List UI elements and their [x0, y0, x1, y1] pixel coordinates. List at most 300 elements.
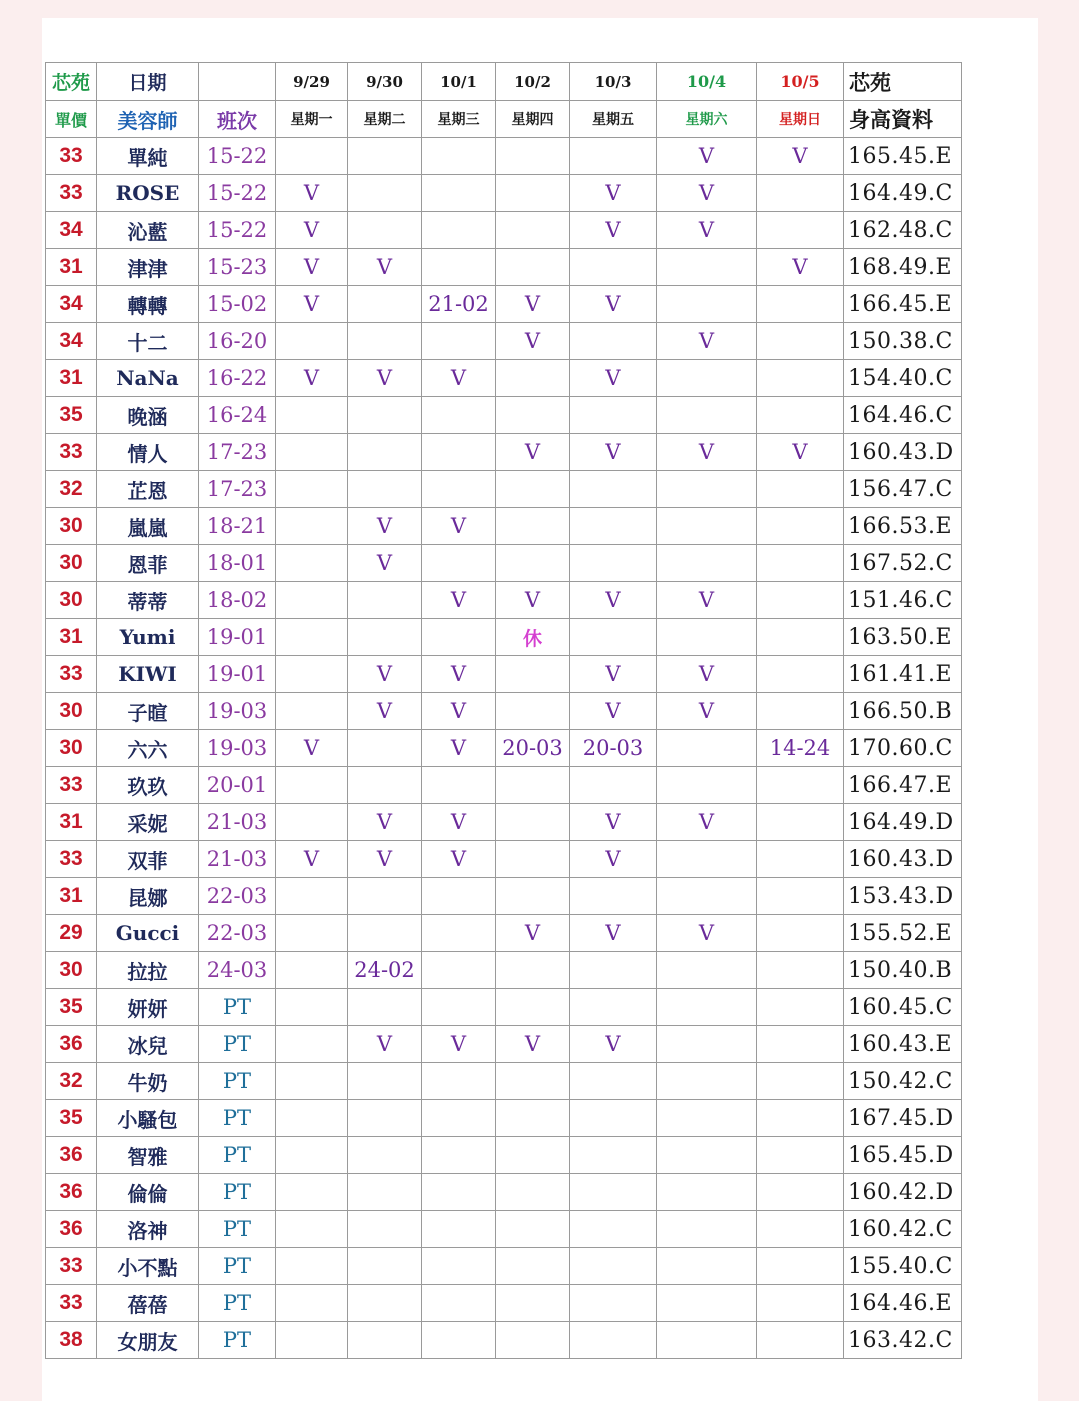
day-cell	[757, 767, 844, 804]
day-cell	[757, 1174, 844, 1211]
stylist-name-cell: 十二	[97, 323, 199, 360]
body-data-cell: 166.47.E	[844, 767, 962, 804]
shift-cell: 15-23	[199, 249, 276, 286]
table-row	[46, 804, 962, 841]
table-row	[46, 360, 962, 397]
table-row	[46, 397, 962, 434]
day-cell	[348, 989, 422, 1026]
day-cell: V	[496, 915, 570, 952]
day-cell	[757, 1026, 844, 1063]
day-cell	[348, 730, 422, 767]
day-cell	[496, 952, 570, 989]
date-cell: 10/3	[570, 63, 657, 101]
day-cell: V	[422, 730, 496, 767]
day-cell	[757, 1285, 844, 1322]
day-cell	[757, 1248, 844, 1285]
weekday-cell: 星期四	[496, 101, 570, 138]
day-cell	[276, 508, 348, 545]
stylist-name-cell: 洛神	[97, 1211, 199, 1248]
day-cell	[570, 989, 657, 1026]
body-data-cell: 166.50.B	[844, 693, 962, 730]
day-cell	[496, 989, 570, 1026]
shift-cell: 22-03	[199, 915, 276, 952]
table-row	[46, 1026, 962, 1063]
unit-price-cell: 30	[46, 582, 97, 619]
stylist-name-cell: 妍妍	[97, 989, 199, 1026]
day-cell	[348, 915, 422, 952]
day-cell	[570, 1174, 657, 1211]
unit-price-cell: 31	[46, 249, 97, 286]
unit-price-cell: 30	[46, 508, 97, 545]
day-cell	[496, 1322, 570, 1359]
day-cell	[422, 323, 496, 360]
day-cell: V	[657, 656, 757, 693]
day-cell: V	[757, 434, 844, 471]
unit-price-cell: 34	[46, 286, 97, 323]
date-cell: 9/29	[276, 63, 348, 101]
table-row	[46, 1100, 962, 1137]
day-cell	[757, 952, 844, 989]
schedule-table	[45, 62, 962, 1359]
day-cell	[657, 1137, 757, 1174]
date-cell: 10/1	[422, 63, 496, 101]
table-row	[46, 471, 962, 508]
day-cell	[657, 471, 757, 508]
table-row	[46, 878, 962, 915]
body-data-cell: 156.47.C	[844, 471, 962, 508]
day-cell	[276, 471, 348, 508]
day-cell	[657, 508, 757, 545]
body-data-cell: 165.45.E	[844, 138, 962, 175]
shift-cell: PT	[199, 1026, 276, 1063]
stylist-name-cell: 沁藍	[97, 212, 199, 249]
body-data-cell: 164.49.D	[844, 804, 962, 841]
day-cell	[657, 989, 757, 1026]
body-data-cell: 160.43.D	[844, 434, 962, 471]
day-cell: V	[657, 915, 757, 952]
stylist-name-cell: 晚涵	[97, 397, 199, 434]
day-cell	[657, 730, 757, 767]
day-cell: V	[496, 582, 570, 619]
stylist-name-cell: 拉拉	[97, 952, 199, 989]
unit-price-cell: 30	[46, 730, 97, 767]
day-cell: V	[348, 508, 422, 545]
day-cell	[276, 989, 348, 1026]
body-data-cell: 166.45.E	[844, 286, 962, 323]
day-cell: V	[348, 656, 422, 693]
table-row	[46, 1174, 962, 1211]
day-cell: V	[348, 804, 422, 841]
unit-price-cell: 31	[46, 360, 97, 397]
body-data-cell: 155.40.C	[844, 1248, 962, 1285]
weekday-cell: 星期一	[276, 101, 348, 138]
table-row	[46, 323, 962, 360]
day-cell: 20-03	[496, 730, 570, 767]
day-cell	[496, 1137, 570, 1174]
stylist-name-cell: 蒂蒂	[97, 582, 199, 619]
weekday-cell-sunday: 星期日	[757, 101, 844, 138]
day-cell	[496, 1285, 570, 1322]
day-cell	[496, 656, 570, 693]
day-cell	[422, 545, 496, 582]
day-cell	[757, 1100, 844, 1137]
shift-cell: 18-01	[199, 545, 276, 582]
body-data-label: 身高資料	[844, 101, 962, 138]
table-row	[46, 767, 962, 804]
day-cell	[570, 619, 657, 656]
header-row-labels	[46, 101, 962, 138]
day-cell	[757, 212, 844, 249]
unit-price-cell: 34	[46, 212, 97, 249]
day-cell	[422, 397, 496, 434]
day-cell	[276, 138, 348, 175]
day-cell: V	[276, 730, 348, 767]
shift-cell: PT	[199, 1174, 276, 1211]
day-cell	[348, 138, 422, 175]
shift-label: 班次	[199, 101, 276, 138]
day-cell	[757, 693, 844, 730]
day-cell	[496, 360, 570, 397]
day-cell	[757, 1063, 844, 1100]
unit-price-cell: 33	[46, 1248, 97, 1285]
day-cell	[276, 915, 348, 952]
day-cell	[496, 138, 570, 175]
body-data-cell: 168.49.E	[844, 249, 962, 286]
day-cell	[348, 878, 422, 915]
day-cell	[276, 693, 348, 730]
day-cell	[570, 397, 657, 434]
day-cell	[348, 1063, 422, 1100]
day-cell	[570, 249, 657, 286]
table-row	[46, 915, 962, 952]
shift-cell: 21-03	[199, 804, 276, 841]
shift-cell: 15-02	[199, 286, 276, 323]
day-cell	[757, 545, 844, 582]
unit-price-cell: 38	[46, 1322, 97, 1359]
unit-price-label: 單價	[46, 101, 97, 138]
stylist-name-cell: 轉轉	[97, 286, 199, 323]
body-data-cell: 160.43.E	[844, 1026, 962, 1063]
body-data-cell: 150.40.B	[844, 952, 962, 989]
day-cell	[348, 767, 422, 804]
day-cell: V	[657, 434, 757, 471]
header-row-dates	[46, 63, 962, 101]
stylist-label: 美容師	[97, 101, 199, 138]
day-cell	[657, 545, 757, 582]
stylist-name-cell: 津津	[97, 249, 199, 286]
unit-price-cell: 31	[46, 804, 97, 841]
unit-price-cell: 35	[46, 1100, 97, 1137]
unit-price-cell: 35	[46, 989, 97, 1026]
day-cell: V	[570, 804, 657, 841]
day-cell	[657, 360, 757, 397]
day-cell	[657, 1285, 757, 1322]
day-cell	[570, 138, 657, 175]
brand-right-cell: 芯苑	[844, 63, 962, 101]
day-cell	[757, 175, 844, 212]
day-cell	[657, 249, 757, 286]
day-cell	[757, 619, 844, 656]
weekday-cell-saturday: 星期六	[657, 101, 757, 138]
body-data-cell: 160.45.C	[844, 989, 962, 1026]
stylist-name-cell: 單純	[97, 138, 199, 175]
shift-cell: 19-03	[199, 730, 276, 767]
stylist-name-cell: 昆娜	[97, 878, 199, 915]
body-data-cell: 160.43.D	[844, 841, 962, 878]
day-cell: V	[422, 1026, 496, 1063]
day-cell	[276, 323, 348, 360]
unit-price-cell: 36	[46, 1026, 97, 1063]
unit-price-cell: 32	[46, 471, 97, 508]
day-cell	[276, 952, 348, 989]
day-cell: V	[570, 693, 657, 730]
unit-price-cell: 36	[46, 1211, 97, 1248]
day-cell	[276, 1174, 348, 1211]
day-cell: V	[348, 249, 422, 286]
day-cell	[348, 1211, 422, 1248]
day-cell	[348, 175, 422, 212]
day-cell	[496, 471, 570, 508]
day-cell: V	[657, 175, 757, 212]
day-cell	[496, 841, 570, 878]
day-cell	[757, 323, 844, 360]
stylist-name-cell: 小不點	[97, 1248, 199, 1285]
shift-cell: 17-23	[199, 434, 276, 471]
table-row	[46, 1285, 962, 1322]
day-cell	[657, 767, 757, 804]
day-cell: V	[570, 1026, 657, 1063]
table-row	[46, 1137, 962, 1174]
day-cell	[422, 1063, 496, 1100]
shift-cell: 17-23	[199, 471, 276, 508]
table-row	[46, 508, 962, 545]
unit-price-cell: 29	[46, 915, 97, 952]
day-cell	[276, 582, 348, 619]
stylist-name-cell: 智雅	[97, 1137, 199, 1174]
day-cell	[570, 1063, 657, 1100]
day-cell: V	[570, 286, 657, 323]
day-cell	[570, 1100, 657, 1137]
body-data-cell: 163.42.C	[844, 1322, 962, 1359]
day-cell	[422, 1174, 496, 1211]
body-data-cell: 153.43.D	[844, 878, 962, 915]
day-cell: V	[657, 693, 757, 730]
day-cell	[570, 545, 657, 582]
table-row	[46, 212, 962, 249]
day-cell	[422, 434, 496, 471]
weekday-cell: 星期三	[422, 101, 496, 138]
day-cell: V	[422, 804, 496, 841]
day-cell: V	[496, 286, 570, 323]
table-row	[46, 1063, 962, 1100]
day-cell: V	[657, 804, 757, 841]
day-cell	[422, 619, 496, 656]
unit-price-cell: 33	[46, 656, 97, 693]
day-cell	[276, 434, 348, 471]
table-row	[46, 434, 962, 471]
table-row	[46, 286, 962, 323]
shift-cell: 24-03	[199, 952, 276, 989]
body-data-cell: 151.46.C	[844, 582, 962, 619]
body-data-cell: 160.42.C	[844, 1211, 962, 1248]
day-cell	[348, 619, 422, 656]
table-row	[46, 730, 962, 767]
day-cell	[496, 1211, 570, 1248]
day-cell	[657, 1100, 757, 1137]
date-cell: 10/2	[496, 63, 570, 101]
day-cell: V	[570, 212, 657, 249]
day-cell	[496, 212, 570, 249]
day-cell	[276, 1100, 348, 1137]
day-cell	[276, 1137, 348, 1174]
day-cell	[422, 138, 496, 175]
table-row	[46, 1248, 962, 1285]
day-cell	[657, 878, 757, 915]
table-row	[46, 138, 962, 175]
day-cell	[348, 582, 422, 619]
day-cell: V	[422, 508, 496, 545]
body-data-cell: 154.40.C	[844, 360, 962, 397]
shift-cell: PT	[199, 989, 276, 1026]
unit-price-cell: 30	[46, 545, 97, 582]
weekday-cell: 星期五	[570, 101, 657, 138]
day-cell: V	[496, 1026, 570, 1063]
day-cell: V	[276, 286, 348, 323]
day-cell: V	[657, 212, 757, 249]
table-row	[46, 545, 962, 582]
day-cell	[570, 1137, 657, 1174]
table-row	[46, 175, 962, 212]
day-cell	[657, 1174, 757, 1211]
day-cell	[570, 952, 657, 989]
day-cell	[348, 1285, 422, 1322]
stylist-name-cell: KIWI	[97, 656, 199, 693]
unit-price-cell: 33	[46, 767, 97, 804]
day-cell	[757, 915, 844, 952]
day-cell	[657, 1211, 757, 1248]
day-cell: V	[422, 582, 496, 619]
body-data-cell: 160.42.D	[844, 1174, 962, 1211]
day-cell: V	[570, 915, 657, 952]
day-cell	[570, 1285, 657, 1322]
day-cell	[757, 582, 844, 619]
stylist-name-cell: 玖玖	[97, 767, 199, 804]
body-data-cell: 167.45.D	[844, 1100, 962, 1137]
stylist-name-cell: 双菲	[97, 841, 199, 878]
day-cell	[757, 360, 844, 397]
day-cell: V	[422, 841, 496, 878]
day-cell	[496, 1063, 570, 1100]
weekday-cell: 星期二	[348, 101, 422, 138]
day-cell	[496, 878, 570, 915]
stylist-name-cell: 嵐嵐	[97, 508, 199, 545]
stylist-name-cell: 子暄	[97, 693, 199, 730]
day-cell	[657, 397, 757, 434]
table-row	[46, 582, 962, 619]
date-label-cell: 日期	[97, 63, 199, 101]
day-cell	[348, 212, 422, 249]
shift-cell: 15-22	[199, 212, 276, 249]
day-cell	[422, 249, 496, 286]
day-cell	[657, 619, 757, 656]
body-data-cell: 164.49.C	[844, 175, 962, 212]
unit-price-cell: 35	[46, 397, 97, 434]
body-data-cell: 150.38.C	[844, 323, 962, 360]
day-cell: V	[757, 249, 844, 286]
day-cell: V	[570, 582, 657, 619]
table-row	[46, 249, 962, 286]
schedule-body	[46, 138, 962, 1359]
body-data-cell: 155.52.E	[844, 915, 962, 952]
day-cell: V	[657, 138, 757, 175]
day-cell	[570, 767, 657, 804]
stylist-name-cell: 情人	[97, 434, 199, 471]
day-cell	[496, 1248, 570, 1285]
day-cell	[276, 767, 348, 804]
day-cell	[422, 1285, 496, 1322]
day-cell	[757, 471, 844, 508]
day-cell	[657, 841, 757, 878]
brand-top-cell: 芯苑	[46, 63, 97, 101]
day-cell	[496, 693, 570, 730]
day-cell: 24-02	[348, 952, 422, 989]
shift-cell: 16-22	[199, 360, 276, 397]
day-cell	[657, 1063, 757, 1100]
day-cell	[422, 1211, 496, 1248]
day-cell: V	[657, 582, 757, 619]
day-cell	[657, 286, 757, 323]
day-cell	[757, 1322, 844, 1359]
day-cell	[422, 1100, 496, 1137]
day-cell	[570, 471, 657, 508]
body-data-cell: 162.48.C	[844, 212, 962, 249]
day-cell	[757, 841, 844, 878]
day-cell	[348, 397, 422, 434]
day-cell: 休	[496, 619, 570, 656]
table-row	[46, 619, 962, 656]
unit-price-cell: 32	[46, 1063, 97, 1100]
day-cell: V	[276, 212, 348, 249]
day-cell	[276, 656, 348, 693]
shift-cell: PT	[199, 1248, 276, 1285]
table-row	[46, 952, 962, 989]
day-cell	[348, 286, 422, 323]
day-cell: V	[570, 841, 657, 878]
day-cell: V	[348, 360, 422, 397]
day-cell: 21-02	[422, 286, 496, 323]
stylist-name-cell: 六六	[97, 730, 199, 767]
shift-cell: 20-01	[199, 767, 276, 804]
shift-cell: 18-21	[199, 508, 276, 545]
day-cell	[422, 1322, 496, 1359]
body-data-cell: 165.45.D	[844, 1137, 962, 1174]
shift-cell: PT	[199, 1285, 276, 1322]
unit-price-cell: 33	[46, 1285, 97, 1322]
day-cell	[422, 952, 496, 989]
day-cell	[657, 1248, 757, 1285]
day-cell: V	[276, 360, 348, 397]
stylist-name-cell: 蓓蓓	[97, 1285, 199, 1322]
day-cell: V	[570, 175, 657, 212]
body-data-cell: 170.60.C	[844, 730, 962, 767]
shift-cell: 16-20	[199, 323, 276, 360]
day-cell	[348, 1100, 422, 1137]
day-cell	[276, 619, 348, 656]
unit-price-cell: 36	[46, 1137, 97, 1174]
day-cell: V	[348, 841, 422, 878]
stylist-name-cell: Gucci	[97, 915, 199, 952]
shift-cell: 21-03	[199, 841, 276, 878]
